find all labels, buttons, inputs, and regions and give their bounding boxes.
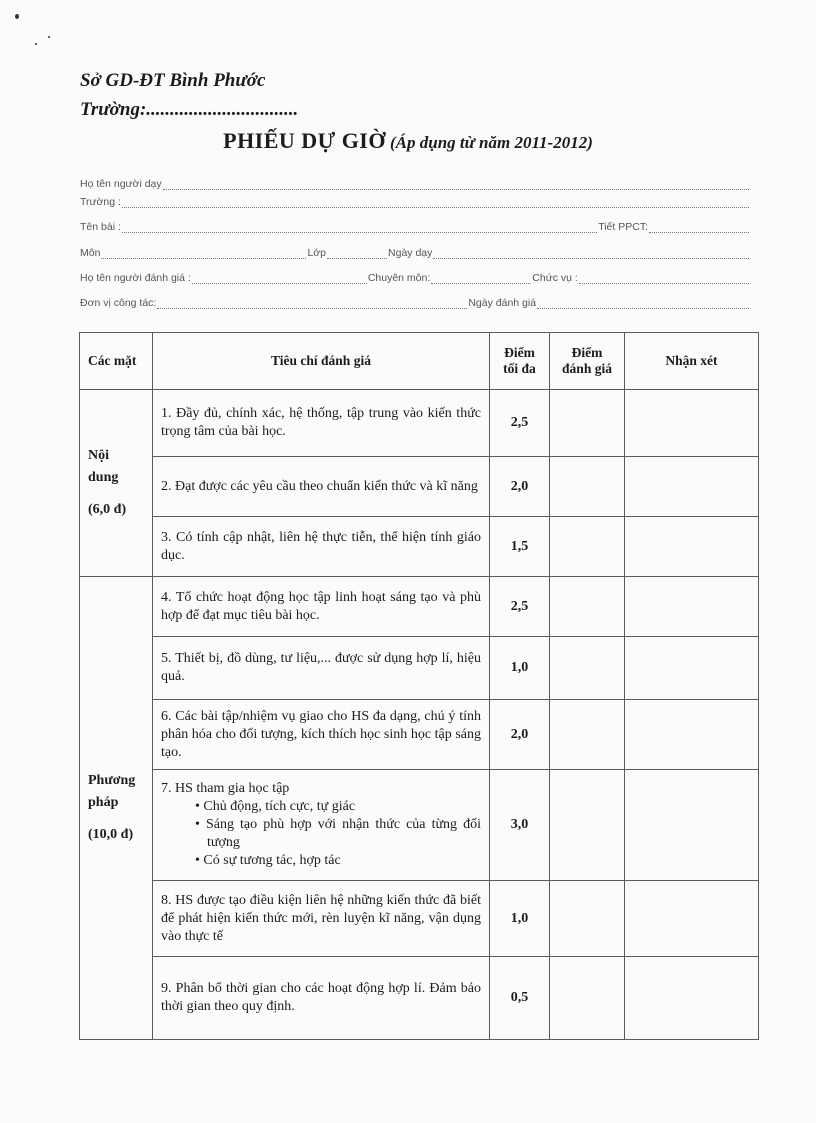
department-heading: Sở GD-ĐT Bình Phước	[80, 70, 266, 91]
title-sub: (Áp dụng từ năm 2011-2012)	[389, 133, 593, 152]
criterion-text: 2. Đạt được các yêu cầu theo chuẩn kiến thức và kĩ năng	[153, 457, 490, 517]
max-score: 1,0	[490, 881, 550, 957]
group-content: Nội dung (6,0 đ)	[80, 390, 153, 577]
table-row	[80, 577, 759, 637]
class-label: Lớp	[307, 247, 327, 259]
max-score: 2,0	[490, 700, 550, 770]
comment-cell[interactable]	[625, 881, 759, 957]
lesson-label: Tên bài :	[80, 221, 121, 233]
table-row	[80, 700, 759, 770]
given-score-cell[interactable]	[550, 517, 625, 577]
criterion-text: 3. Có tính cập nhật, liên hệ thực tiễn, thể hiện tính giáo dục.	[153, 517, 490, 577]
form-row-evaluator	[80, 272, 750, 284]
given-score-cell[interactable]	[550, 881, 625, 957]
bullet-item: • Có sự tương tác, hợp tác	[195, 853, 341, 868]
table-row	[80, 957, 759, 1040]
subject-label: Môn	[80, 247, 101, 259]
table-row	[80, 881, 759, 957]
max-score: 2,5	[490, 390, 550, 457]
criterion-text: 6. Các bài tập/nhiệm vụ giao cho HS đa dạng, chú ý tính phân hóa cho đối tượng, kích thích học sinh học tập sáng tạo.	[153, 700, 490, 770]
position-field[interactable]	[579, 274, 749, 284]
given-score-cell[interactable]	[550, 700, 625, 770]
evaluation-table	[79, 332, 759, 1040]
max-score: 2,5	[490, 577, 550, 637]
teach-date-field[interactable]	[433, 249, 749, 259]
comment-cell[interactable]	[625, 700, 759, 770]
school-label: Trường :	[80, 196, 121, 208]
title-main: PHIẾU DỰ GIỜ	[223, 128, 386, 153]
table-row	[80, 390, 759, 457]
comment-cell[interactable]	[625, 457, 759, 517]
criterion-text	[153, 770, 490, 881]
criterion-text: 4. Tổ chức hoạt động học tập linh hoạt sáng tạo và phù hợp để đạt mục tiêu bài học.	[153, 577, 490, 637]
teacher-name-field[interactable]	[163, 180, 749, 190]
header-aspect: Các mặt	[80, 333, 153, 390]
period-label: Tiết PPCT:	[598, 221, 648, 233]
header-comment: Nhận xét	[625, 333, 759, 390]
table-row	[80, 637, 759, 700]
comment-cell[interactable]	[625, 957, 759, 1040]
criterion-text: 5. Thiết bị, đồ dùng, tư liệu,... được sử dụng hợp lí, hiệu quả.	[153, 637, 490, 700]
period-field[interactable]	[649, 223, 749, 233]
comment-cell[interactable]	[625, 390, 759, 457]
teacher-name-label: Họ tên người dạy	[80, 178, 162, 190]
specialty-label: Chuyên môn:	[367, 272, 431, 284]
form-row-unit	[80, 297, 750, 309]
subject-field[interactable]	[101, 249, 306, 259]
table-row	[80, 770, 759, 881]
lesson-field[interactable]	[122, 223, 597, 233]
position-label: Chức vụ :	[532, 272, 578, 284]
header-max-score: Điểm tối đa	[490, 333, 550, 390]
eval-date-field[interactable]	[537, 299, 749, 309]
form-row-lesson	[80, 221, 750, 233]
eval-date-label: Ngày đánh giá	[468, 297, 537, 309]
given-score-cell[interactable]	[550, 457, 625, 517]
bullet-item: • Sáng tạo phù hợp với nhận thức của từng đối tượng	[195, 817, 482, 850]
page-title	[0, 128, 816, 154]
header-given-score: Điểm đánh giá	[550, 333, 625, 390]
given-score-cell[interactable]	[550, 770, 625, 881]
given-score-cell[interactable]	[550, 577, 625, 637]
scan-speck	[35, 43, 37, 45]
school-field[interactable]	[122, 198, 749, 208]
school-heading: Trường:................................	[80, 99, 299, 120]
given-score-cell[interactable]	[550, 390, 625, 457]
comment-cell[interactable]	[625, 517, 759, 577]
comment-cell[interactable]	[625, 637, 759, 700]
comment-cell[interactable]	[625, 770, 759, 881]
max-score: 3,0	[490, 770, 550, 881]
max-score: 0,5	[490, 957, 550, 1040]
scan-speck	[48, 36, 50, 38]
given-score-cell[interactable]	[550, 637, 625, 700]
group-method: Phương pháp (10,0 đ)	[80, 577, 153, 1040]
class-field[interactable]	[327, 249, 387, 259]
criterion-text: 9. Phân bổ thời gian cho các hoạt động hợp lí. Đảm bảo thời gian theo quy định.	[153, 957, 490, 1040]
bullet-item: • Chủ động, tích cực, tự giác	[195, 799, 356, 814]
form-row-teacher	[80, 178, 750, 190]
criterion-text: 1. Đầy đủ, chính xác, hệ thống, tập trung vào kiến thức trọng tâm của bài học.	[153, 390, 490, 457]
given-score-cell[interactable]	[550, 957, 625, 1040]
unit-label: Đơn vị công tác:	[80, 297, 157, 309]
header-criteria: Tiêu chí đánh giá	[153, 333, 490, 390]
max-score: 1,0	[490, 637, 550, 700]
evaluator-field[interactable]	[192, 274, 367, 284]
form-row-subject	[80, 247, 750, 259]
table-row	[80, 517, 759, 577]
max-score: 1,5	[490, 517, 550, 577]
scan-speck	[15, 14, 19, 19]
specialty-field[interactable]	[431, 274, 531, 284]
table-header-row	[80, 333, 759, 390]
max-score: 2,0	[490, 457, 550, 517]
form-row-school	[80, 196, 750, 208]
teach-date-label: Ngày dạy	[388, 247, 433, 259]
table-row	[80, 457, 759, 517]
criterion-text: 8. HS được tạo điều kiện liên hệ những kiến thức đã biết để phát hiện kiến thức mới, rèn luyện kĩ năng, vận dụng vào thực tế	[153, 881, 490, 957]
unit-field[interactable]	[157, 299, 467, 309]
evaluator-label: Họ tên người đánh giá :	[80, 272, 191, 284]
criterion-intro: 7. HS tham gia học tập	[161, 781, 290, 796]
comment-cell[interactable]	[625, 577, 759, 637]
